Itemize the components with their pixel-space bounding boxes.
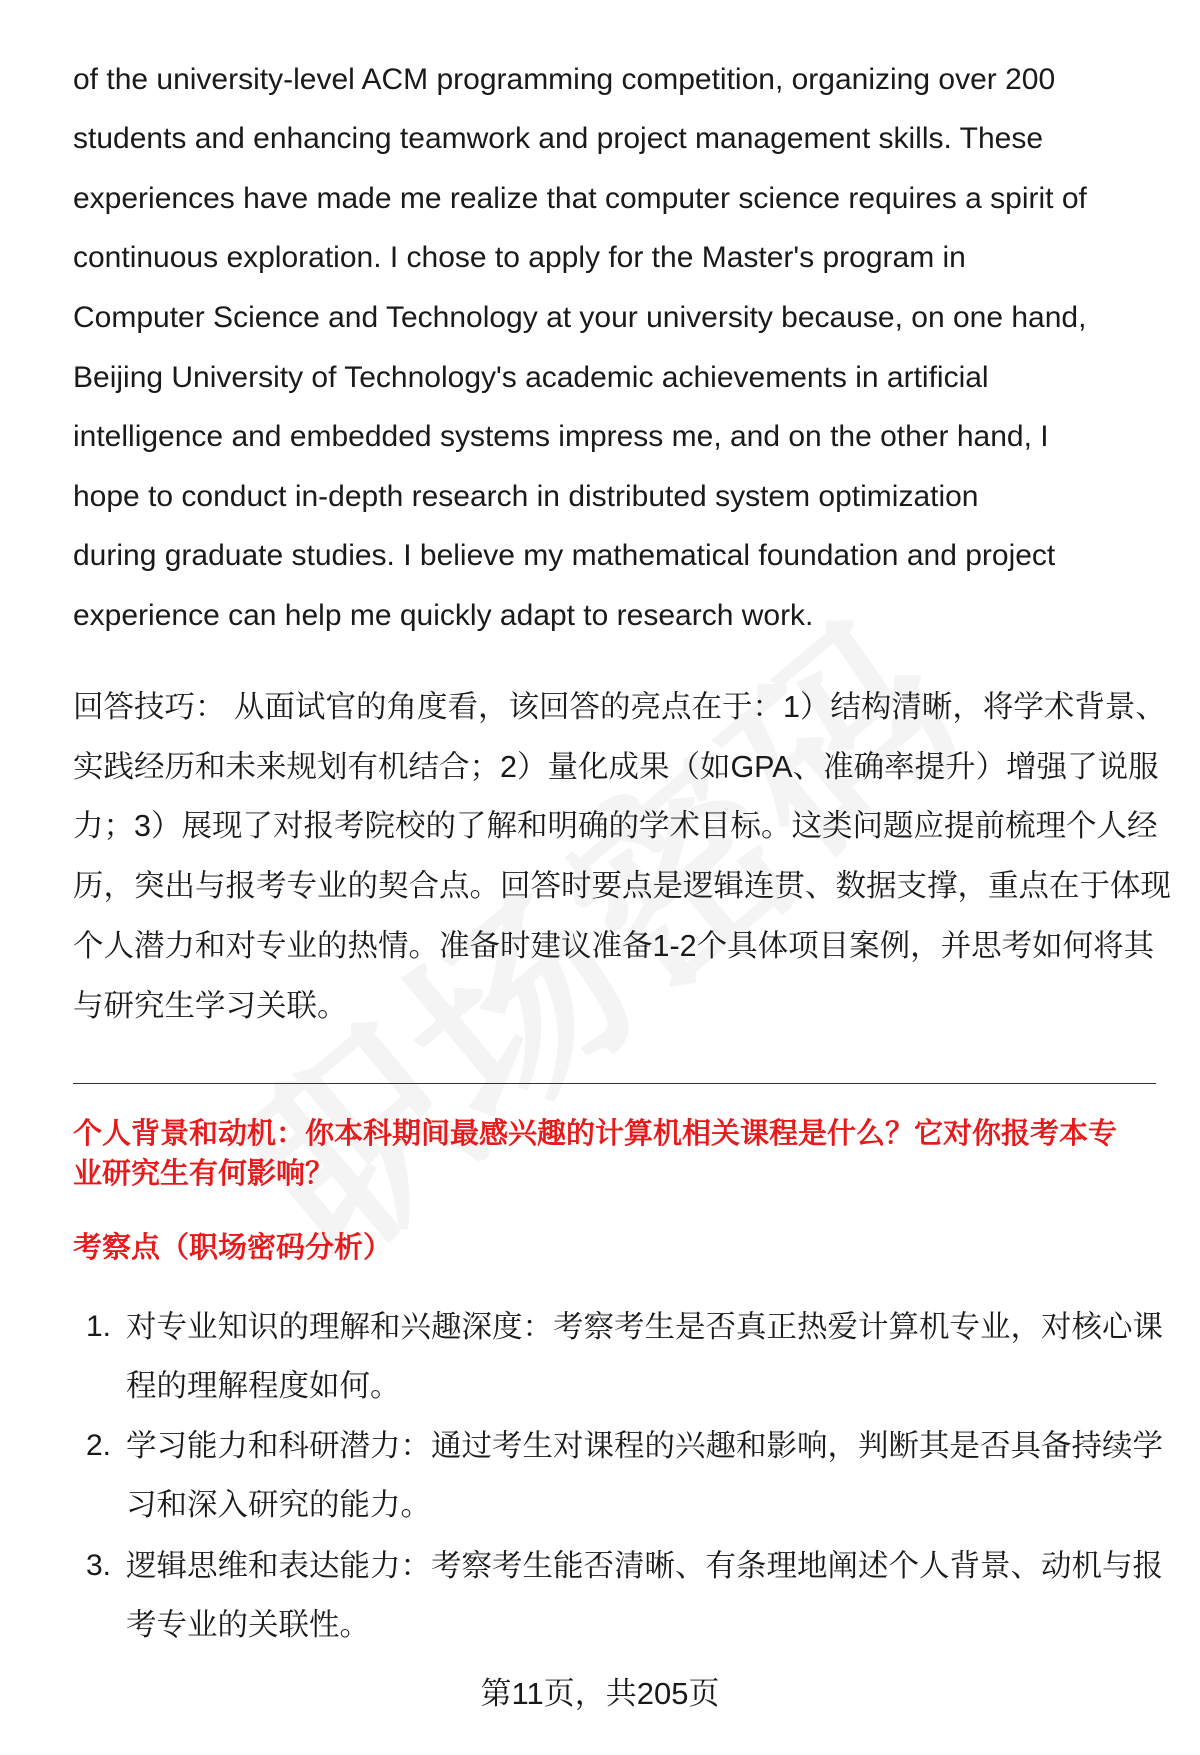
text-line: 与研究生学习关联。 (73, 989, 348, 1023)
text-line: experiences have made me realize that computer science requires a spirit of (73, 182, 1087, 215)
section-title: 考察点（职场密码分析） (73, 1232, 393, 1264)
text-line: 实践经历和未来规划有机结合；2）量化成果（如GPA、准确率提升）增强了说服 (73, 750, 1159, 784)
divider (73, 1083, 1156, 1084)
list-item-line: 学习能力和科研潜力：通过考生对课程的兴趣和影响，判断其是否具备持续学 (126, 1429, 1163, 1463)
question-line: 业研究生有何影响？ (73, 1158, 335, 1190)
text-line: Computer Science and Technology at your university because, on one hand, (73, 301, 1087, 334)
list-item-line: 程的理解程度如何。 (126, 1369, 401, 1403)
list-number: 1. (86, 1310, 112, 1343)
list-item-line: 习和深入研究的能力。 (126, 1488, 431, 1522)
list-item-line: 对专业知识的理解和兴趣深度：考察考生是否真正热爱计算机专业，对核心课 (126, 1310, 1163, 1344)
list-number: 2. (86, 1429, 112, 1462)
text-line: 力；3）展现了对报考院校的了解和明确的学术目标。这类问题应提前梳理个人经 (73, 809, 1158, 843)
text-line: 历，突出与报考专业的契合点。回答时要点是逻辑连贯、数据支撑，重点在于体现 (73, 869, 1171, 903)
text-line: 回答技巧： 从面试官的角度看，该回答的亮点在于：1）结构清晰，将学术背景、 (73, 690, 1166, 724)
text-line: Beijing University of Technology's academic achievements in artificial (73, 361, 989, 394)
page-number: 第11页，共205页 (480, 1676, 720, 1711)
list-number: 3. (86, 1549, 112, 1582)
text-line: students and enhancing teamwork and project management skills. These (73, 122, 1044, 155)
list-item-line: 考专业的关联性。 (126, 1608, 370, 1642)
text-line: intelligence and embedded systems impress me, and on the other hand, I (73, 420, 1049, 453)
text-line: during graduate studies. I believe my mathematical foundation and project (73, 539, 1056, 572)
text-line: hope to conduct in-depth research in distributed system optimization (73, 480, 979, 513)
text-line: of the university-level ACM programming competition, organizing over 200 (73, 63, 1056, 96)
text-line: experience can help me quickly adapt to research work. (73, 599, 814, 632)
text-line: continuous exploration. I chose to apply for the Master's program in (73, 241, 966, 274)
question-line: 个人背景和动机：你本科期间最感兴趣的计算机相关课程是什么？它对你报考本专 (73, 1118, 1118, 1150)
list-item-line: 逻辑思维和表达能力：考察考生能否清晰、有条理地阐述个人背景、动机与报 (126, 1549, 1163, 1583)
text-line: 个人潜力和对专业的热情。准备时建议准备1-2个具体项目案例，并思考如何将其 (73, 929, 1155, 963)
